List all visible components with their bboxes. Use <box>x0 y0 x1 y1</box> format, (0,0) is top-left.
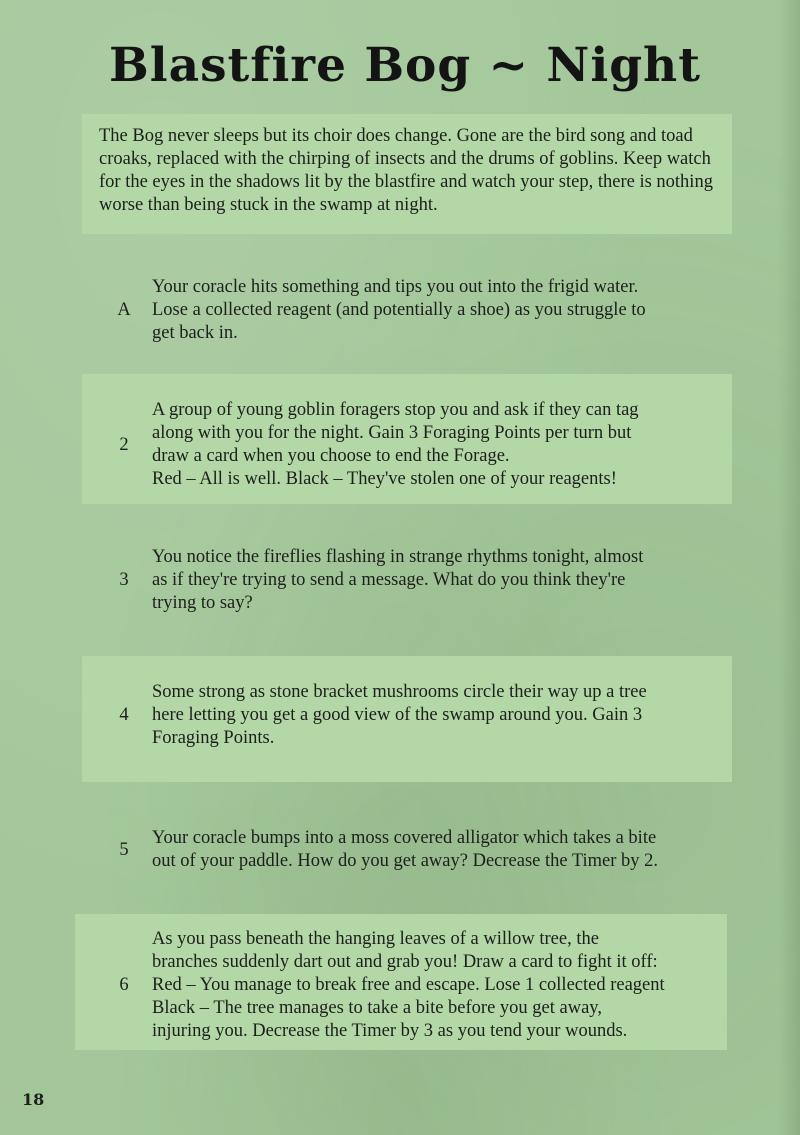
entry-text <box>152 399 732 491</box>
entry-text <box>152 276 732 345</box>
entry-line: Some strong as stone bracket mushrooms circle their way up a tree <box>152 682 647 702</box>
page-title: Blastfire Bog ~ Night <box>109 38 701 93</box>
entry-line: Red – You manage to break free and escape. Lose 1 collected reagent <box>152 975 665 995</box>
entry-line: as if they're trying to send a message. What do you think they're <box>152 570 626 590</box>
entry-number: 3 <box>119 570 129 590</box>
entry-number: 6 <box>119 975 129 995</box>
entry-number: A <box>117 300 131 320</box>
entry-line: here letting you get a good view of the swamp around you. Gain 3 <box>152 705 643 725</box>
entry-line: get back in. <box>152 323 238 343</box>
entry-line: You notice the fireflies flashing in strange rhythms tonight, almost <box>152 547 644 567</box>
entry-number: 2 <box>119 435 129 455</box>
entry-number: 4 <box>119 705 129 725</box>
entry-line: draw a card when you choose to end the Forage. <box>152 446 510 466</box>
page-number: 18 <box>22 1090 45 1109</box>
entry-line: Red – All is well. Black – They've stolen one of your reagents! <box>152 469 617 489</box>
entry-line: branches suddenly dart out and grab you! Draw a card to fight it off: <box>152 952 658 972</box>
entry-line: along with you for the night. Gain 3 Foraging Points per turn but <box>152 423 632 443</box>
entry-line: injuring you. Decrease the Timer by 3 as you tend your wounds. <box>152 1021 628 1041</box>
entry-text <box>152 928 732 1043</box>
entry-line: As you pass beneath the hanging leaves of a willow tree, the <box>152 929 599 949</box>
entry-text <box>152 546 732 615</box>
entry-number: 5 <box>119 840 129 860</box>
entry-line: Foraging Points. <box>152 728 275 748</box>
intro-text: The Bog never sleeps but its choir does change. Gone are the bird song and toad croaks, replaced with the chirping of insects and the drums of goblins. Keep watch for the eyes in the shadows lit by the blastfire and watch your step, there is nothing worse than being stuck in the swamp at night. <box>99 126 713 215</box>
entry-line: Lose a collected reagent (and potentially a shoe) as you struggle to <box>152 300 646 320</box>
entry-line: out of your paddle. How do you get away? Decrease the Timer by 2. <box>152 851 659 871</box>
page-edge-shadow <box>778 0 800 1135</box>
entry-text <box>152 827 732 873</box>
entry-line: Your coracle hits something and tips you out into the frigid water. <box>152 277 639 297</box>
entry-line: A group of young goblin foragers stop you and ask if they can tag <box>152 400 639 420</box>
entry-line: Your coracle bumps into a moss covered alligator which takes a bite <box>152 828 657 848</box>
entry-text <box>152 681 732 750</box>
entry-line: Black – The tree manages to take a bite before you get away, <box>152 998 602 1018</box>
intro-box <box>82 114 732 234</box>
entry-line: trying to say? <box>152 593 253 613</box>
